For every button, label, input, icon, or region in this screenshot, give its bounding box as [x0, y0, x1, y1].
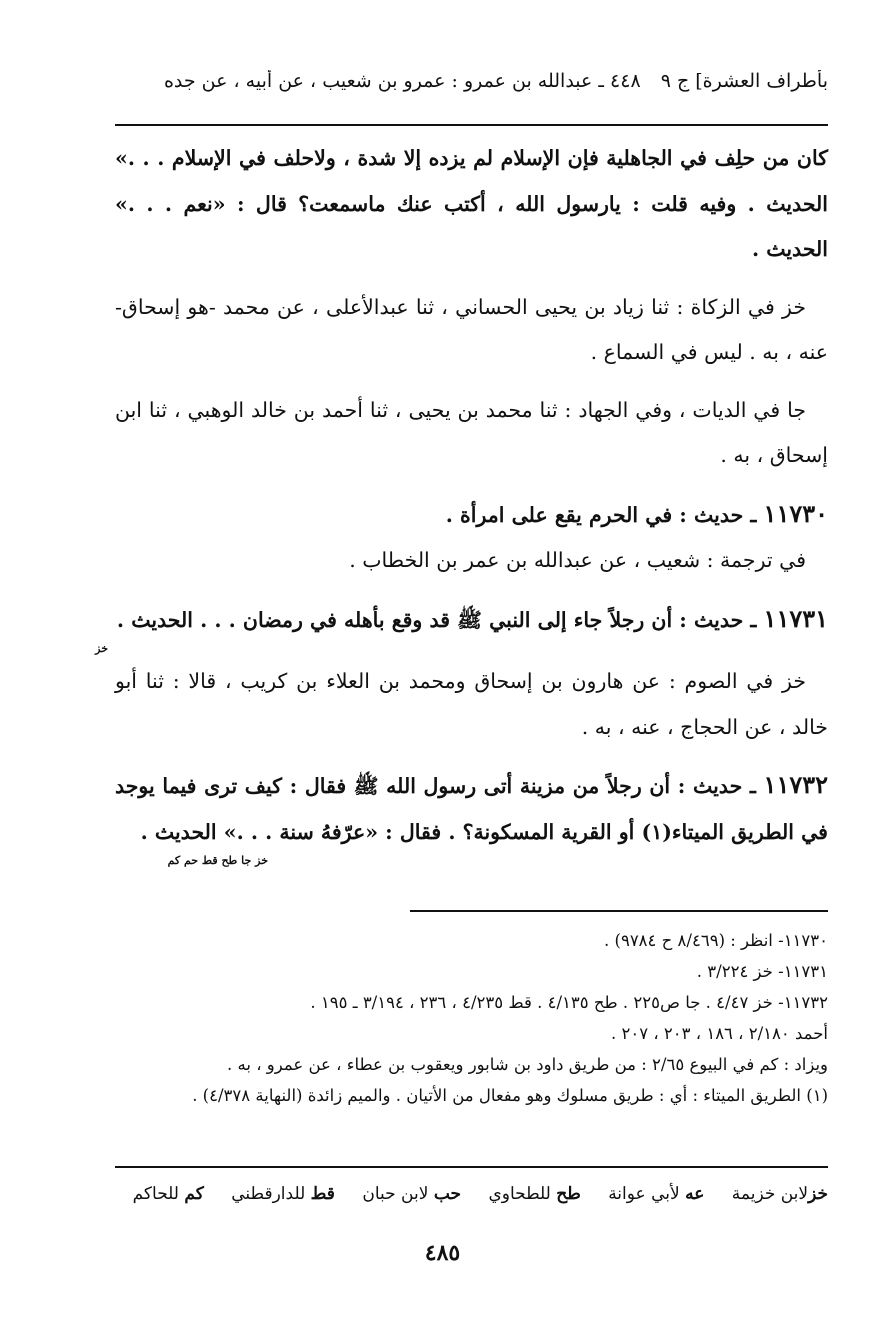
paragraph-khz-zakat: خز في الزكاة : ثنا زياد بن يحيى الحساني ، ثنا عبدالأعلى ، عن محمد -هو إسحاق- عنه ، به . ليس في السماع . — [115, 294, 828, 364]
spacer — [115, 647, 828, 659]
paragraph-tarjama: في ترجمة : شعيب ، عن عبدالله بن عمر بن الخطاب . — [349, 548, 806, 572]
paragraph-khz-sawm: خز في الصوم : عن هارون بن إسحاق ومحمد بن العلاء بن كريب ، قالا : ثنا أبو خالد ، عن الحجاج ، عنه ، به . — [115, 669, 828, 739]
legend-item: قط للدارقطني — [231, 1184, 335, 1204]
footnote-11731: ١١٧٣١- خز ٣/٢٢٤ . — [696, 962, 828, 981]
header-volume-title: بأطراف العشرة] ج ٩ — [660, 70, 828, 92]
legend-item: خزلابن خزيمة — [731, 1184, 828, 1204]
hadith-heading-11730 — [115, 491, 828, 539]
footnote-yuzad: ويزاد : كم في البيوع ٢/٦٥ : من طريق داود بن شابور ويعقوب بن عطاء ، عن عمرو ، به . — [227, 1055, 828, 1074]
spacer — [115, 273, 828, 285]
footnote-rule — [410, 910, 828, 912]
footnote-mitaa: (١) الطريق الميتاء : أي : طريق مسلوك وهو مفعال من الأتيان . والميم زائدة (النهاية ٤/٣٧٨) . — [192, 1086, 828, 1105]
footnote-ahmad: أحمد ٢/١٨٠ ، ١٨٦ ، ٢٠٣ ، ٢٠٧ . — [610, 1024, 828, 1043]
hadith-heading-11732 — [115, 762, 828, 867]
hadith-number: ١١٧٣١ — [763, 603, 828, 633]
hadith-number: ١١٧٣٢ — [763, 770, 828, 799]
spacer — [115, 750, 828, 762]
footnote-11732: ١١٧٣٢- خز ٤/٤٧ . جا ص٢٢٥ . طح ٤/١٣٥ . قط ٤/٢٣٥ ، ٢٣٦ ، ٣/١٩٤ ـ ١٩٥ . — [310, 993, 828, 1012]
abbreviation-legend — [115, 1184, 828, 1204]
spacer — [115, 479, 828, 491]
header-rule — [115, 124, 828, 126]
paragraph-hadith-continuation: كان من حلِف في الجاهلية فإن الإسلام لم يزده إلا شدة ، ولاحلف في الإسلام . . .» الحديث . وفيه قلت : يارسول الله ، أكتب عنك ماسمعت؟ قال : «نعم . . .» الحديث . — [115, 146, 828, 261]
spacer — [115, 376, 828, 388]
legend-item: عه لأبي عوانة — [608, 1184, 705, 1204]
running-header — [115, 70, 828, 110]
paragraph-ja-diyat: جا في الديات ، وفي الجهاد : ثنا محمد بن يحيى ، ثنا أحمد بن خالد الوهبي ، ثنا ابن إسحاق ، به . — [115, 397, 828, 467]
hadith-title: ـ حديث : أن رجلاً جاء إلى النبي ﷺ قد وقع بأهله في رمضان . . . الحديث . — [116, 607, 757, 632]
footnotes — [115, 925, 828, 1111]
legend-item: طح للطحاوي — [488, 1184, 581, 1204]
hadith-title: ـ حديث : أن رجلاً من مزينة أتى رسول الله ﷺ فقال : كيف ترى فيما يوجد في الطريق الميتاء(١) أو القرية المسكونة؟ . فقال : «عرّفهُ سنة . . .» الحديث . — [115, 774, 828, 844]
source-sigla: خز جا طح قط حم كم — [167, 854, 268, 867]
spacer — [115, 584, 828, 596]
legend-item: كم للحاكم — [132, 1184, 204, 1204]
hadith-title: ـ حديث : في الحرم يقع على امرأة . — [445, 502, 757, 527]
page-number: ٤٨٥ — [424, 1240, 461, 1266]
legend-rule — [115, 1166, 828, 1168]
footnote-11730: ١١٧٣٠- انظر : (٨/٤٦٩ ح ٩٧٨٤) . — [604, 931, 828, 950]
hadith-number: ١١٧٣٠ — [763, 498, 828, 528]
legend-item: حب لابن حبان — [362, 1184, 462, 1204]
main-text — [95, 136, 828, 867]
hadith-heading-11731: ١١٧٣١ ـ حديث : أن رجلاً جاء إلى النبي ﷺ قد وقع بأهله في رمضان . . . الحديث . خز — [95, 603, 828, 655]
header-chapter: ٤٤٨ ـ عبدالله بن عمرو : عمرو بن شعيب ، عن أبيه ، عن جده — [163, 70, 641, 92]
